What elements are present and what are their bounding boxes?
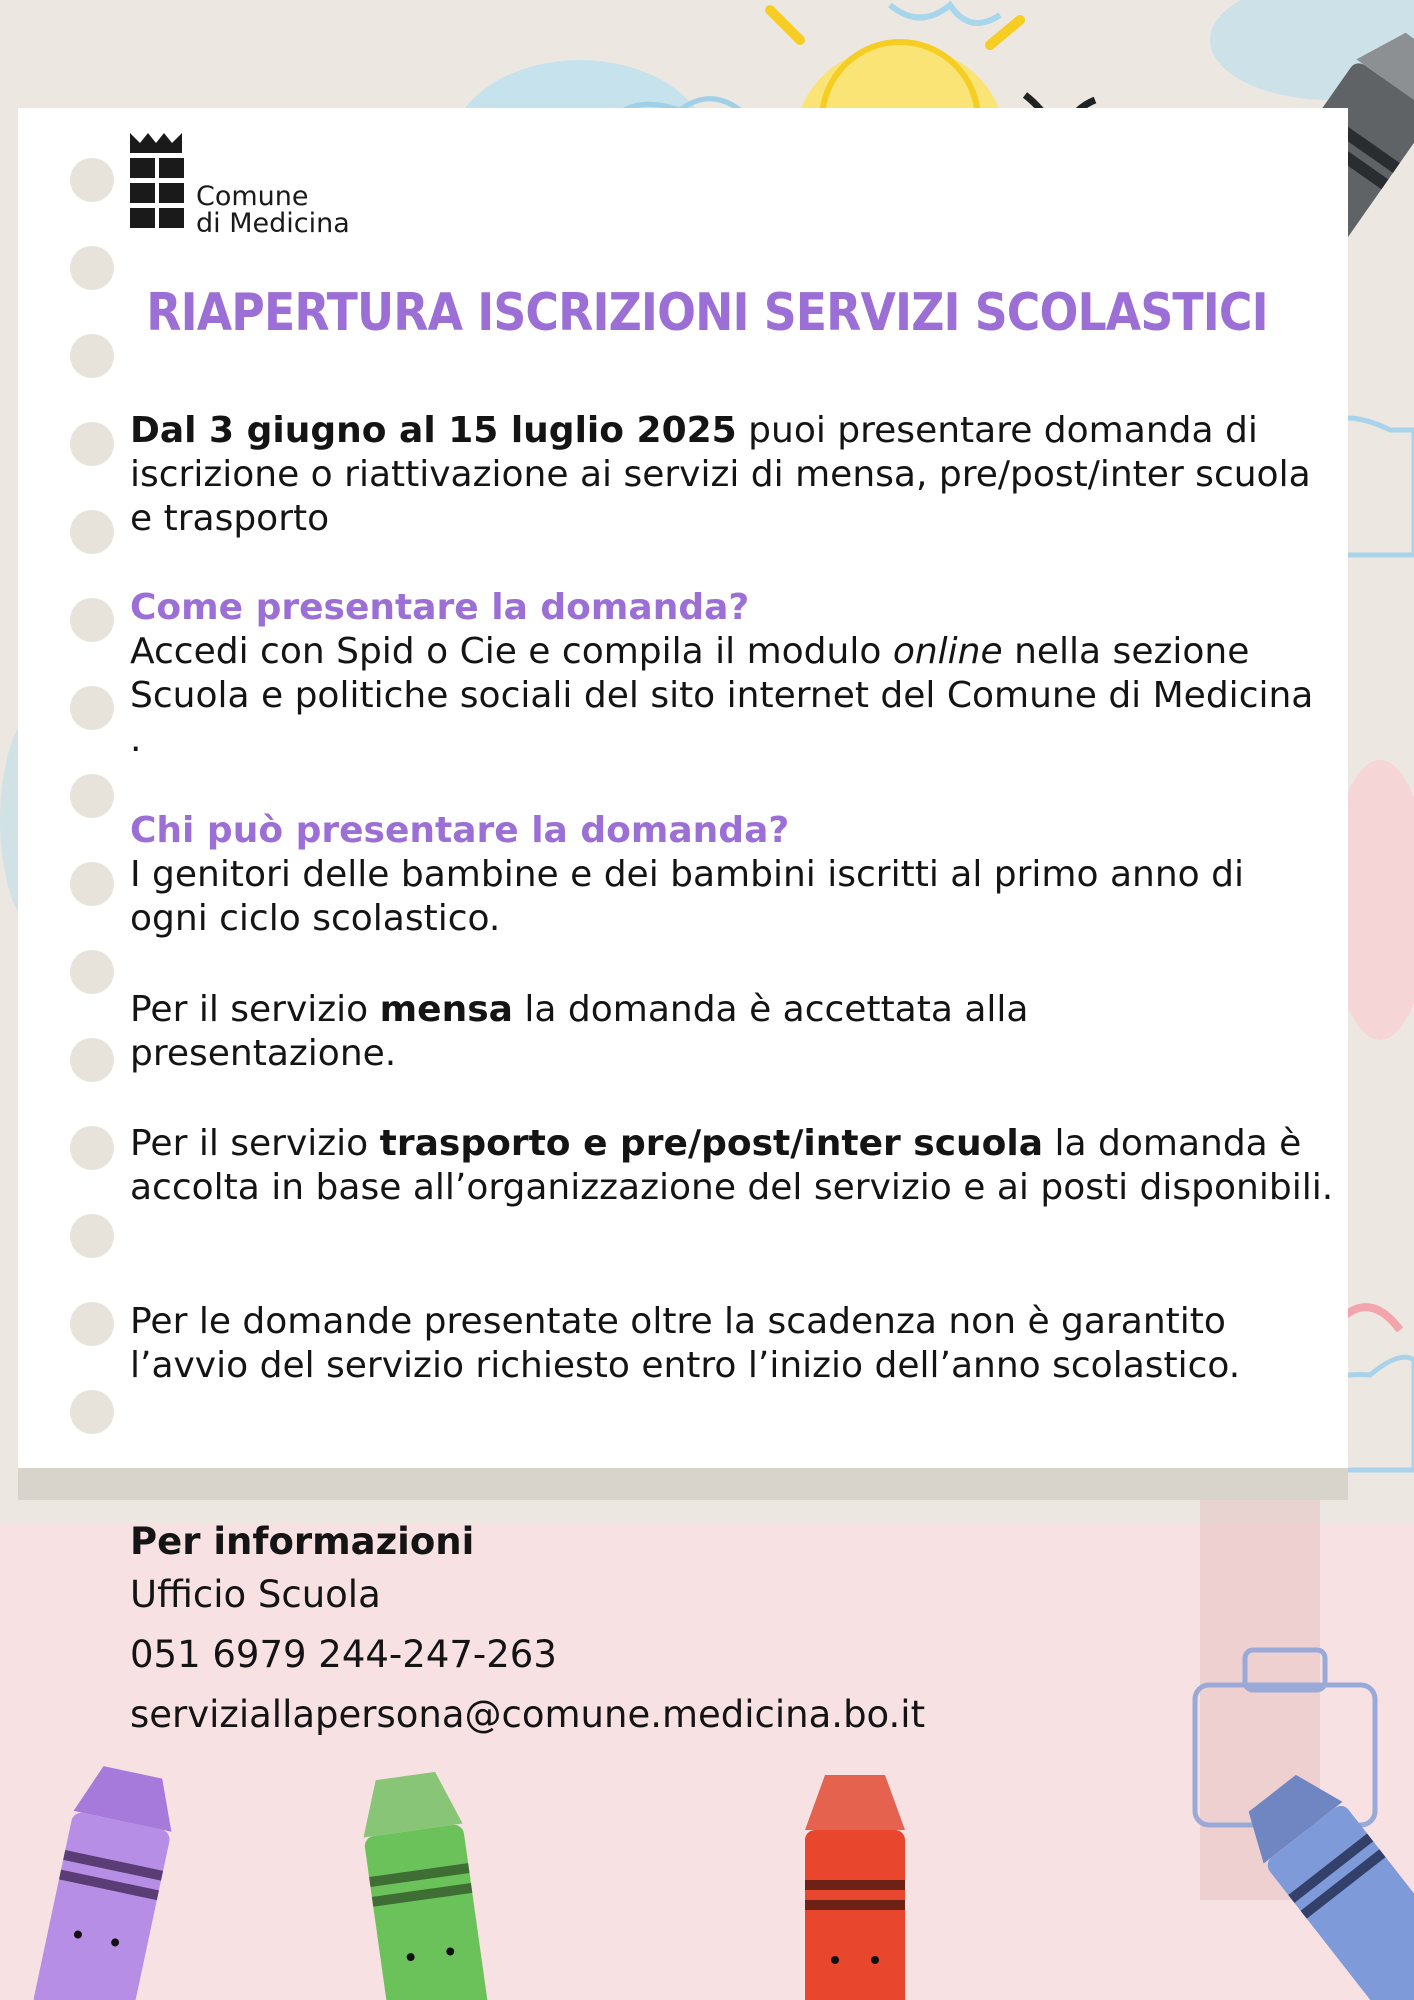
how-heading: Come presentare la domanda? (130, 587, 750, 628)
intro-text: puoi presentare domanda di iscrizione o riattivazione ai servizi di mensa, pre/post/inter scuola e trasporto (130, 410, 1311, 539)
info-office: Ufficio Scuola (130, 1573, 381, 1616)
info-heading: Per informazioni (130, 1520, 475, 1563)
logo-name-line1: Comune (196, 181, 309, 212)
logo-name-line2: di Medicina (196, 208, 350, 239)
intro-dates: Dal 3 giugno al 15 luglio 2025 (130, 410, 737, 451)
deadline-paragraph: Per le domande presentate oltre la scadenza non è garantito l’avvio del servizio richiesto entro l’inizio dell’anno scolastico. (130, 1301, 1241, 1386)
mensa-paragraph: Per il servizio mensa la domanda è accettata alla presentazione. (130, 989, 1029, 1074)
who-text: I genitori delle bambine e dei bambini iscritti al primo anno di ogni ciclo scolastico. (130, 854, 1244, 939)
page-title: RIAPERTURA ISCRIZIONI SERVIZI SCOLASTICI (146, 283, 1268, 343)
info-email[interactable]: serviziallapersona@comune.medicina.bo.it (130, 1693, 926, 1736)
how-text: Accedi con Spid o Cie e compila il modulo online nella sezione Scuola e politiche sociali del sito internet del Comune di Medicina . (130, 631, 1314, 760)
info-phone[interactable]: 051 6979 244-247-263 (130, 1633, 557, 1676)
trasporto-paragraph: Per il servizio trasporto e pre/post/inter scuola la domanda è accolta in base all’organizzazione del servizio e ai posti disponibili. (130, 1123, 1334, 1208)
who-heading: Chi può presentare la domanda? (130, 810, 790, 851)
